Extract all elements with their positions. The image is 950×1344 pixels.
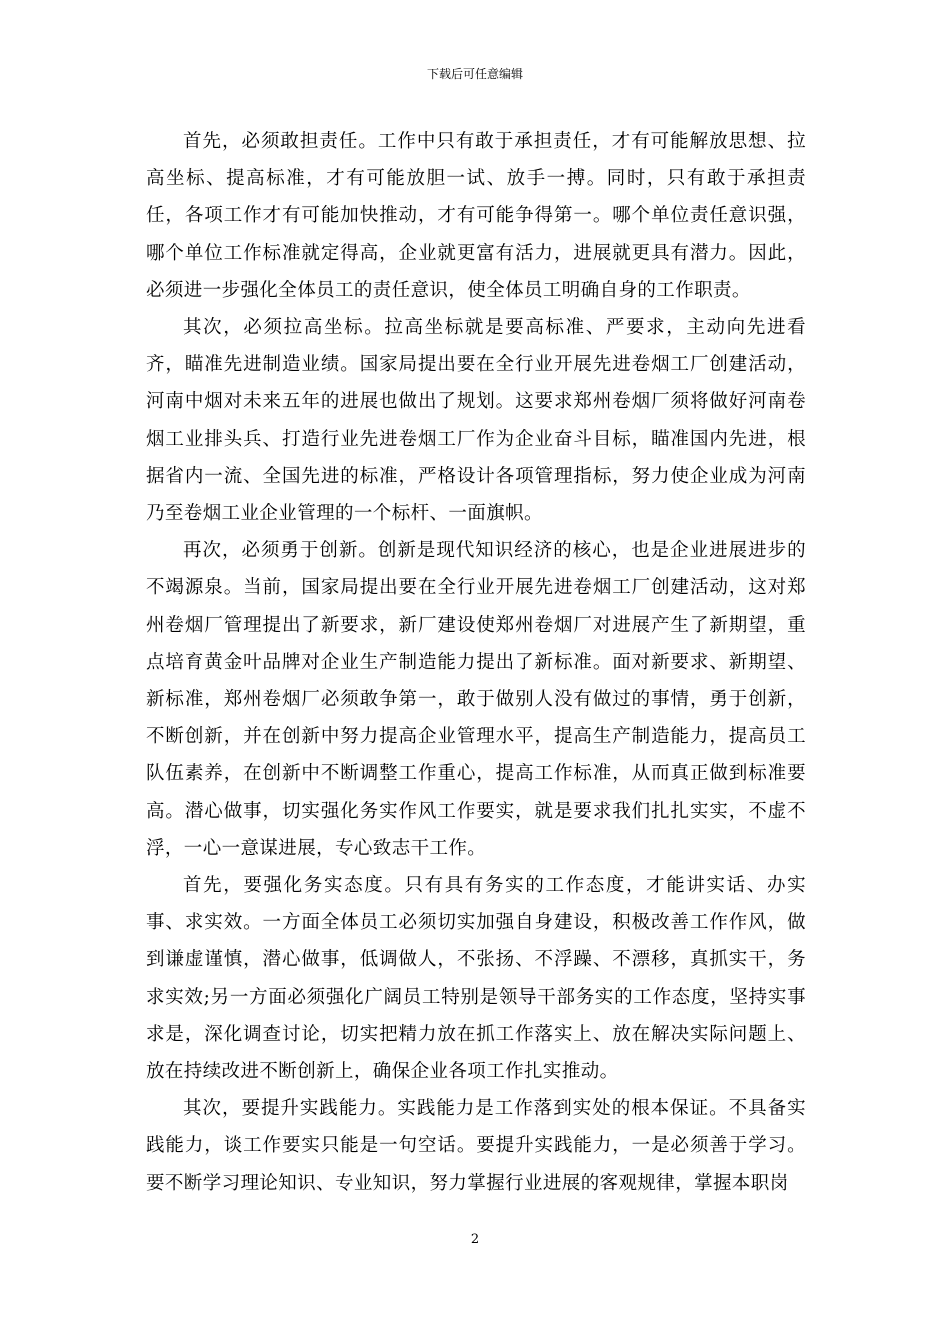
paragraph: 再次，必须勇于创新。创新是现代知识经济的核心，也是企业进展进步的不竭源泉。当前，国家局提出要在全行业开展先进卷烟工厂创建活动，这对郑州卷烟厂管理提出了新要求，新厂建设使郑州卷烟厂对进展产生了新期望，重点培育黄金叶品牌对企业生产制造能力提出了新标准。面对新要求、新期望、新标准，郑州卷烟厂必须敢争第一，敢于做别人没有做过的事情，勇于创新，不断创新，并在创新中努力提高企业管理水平，提高生产制造能力，提高员工队伍素养，在创新中不断调整工作重心，提高工作标准，从而真正做到标准要高。潜心做事，切实强化务实作风工作要实，就是要求我们扎扎实实，不虚不浮，一心一意谋进展，专心致志干工作。 — [146, 540, 806, 859]
document-body — [146, 123, 806, 1202]
paragraph: 首先，要强化务实态度。只有具有务实的工作态度，才能讲实话、办实事、求实效。一方面全体员工必须切实加强自身建设，积极改善工作作风，做到谦虚谨慎，潜心做事，低调做人，不张扬、不浮躁、不漂移，真抓实干，务求实效;另一方面必须强化广阔员工特别是领导干部务实的工作态度，坚持实事求是，深化调查讨论，切实把精力放在抓工作落实上、放在解决实际问题上、放在持续改进不断创新上，确保企业各项工作扎实推动。 — [146, 875, 806, 1083]
paragraph: 其次，要提升实践能力。实践能力是工作落到实处的根本保证。不具备实践能力，谈工作要实只能是一句空话。要提升实践能力，一是必须善于学习。要不断学习理论知识、专业知识，努力掌握行业进展的客观规律，掌握本职岗 — [146, 1098, 806, 1194]
page-header: 下载后可任意编辑 — [426, 67, 523, 81]
paragraph: 首先，必须敢担责任。工作中只有敢于承担责任，才有可能解放思想、拉高坐标、提高标准，才有可能放胆一试、放手一搏。同时，只有敢于承担责任，各项工作才有可能加快推动，才有可能争得第一。哪个单位责任意识强，哪个单位工作标准就定得高，企业就更富有活力，进展就更具有潜力。因此，必须进一步强化全体员工的责任意识，使全体员工明确自身的工作职责。 — [146, 131, 806, 301]
page-number: 2 — [470, 1232, 480, 1247]
paragraph: 其次，必须拉高坐标。拉高坐标就是要高标准、严要求，主动向先进看齐，瞄准先进制造业绩。国家局提出要在全行业开展先进卷烟工厂创建活动，河南中烟对未来五年的进展也做出了规划。这要求郑州卷烟厂须将做好河南卷烟工业排头兵、打造行业先进卷烟工厂作为企业奋斗目标，瞄准国内先进，根据省内一流、全国先进的标准，严格设计各项管理指标，努力使企业成为河南乃至卷烟工业企业管理的一个标杆、一面旗帜。 — [146, 317, 806, 525]
